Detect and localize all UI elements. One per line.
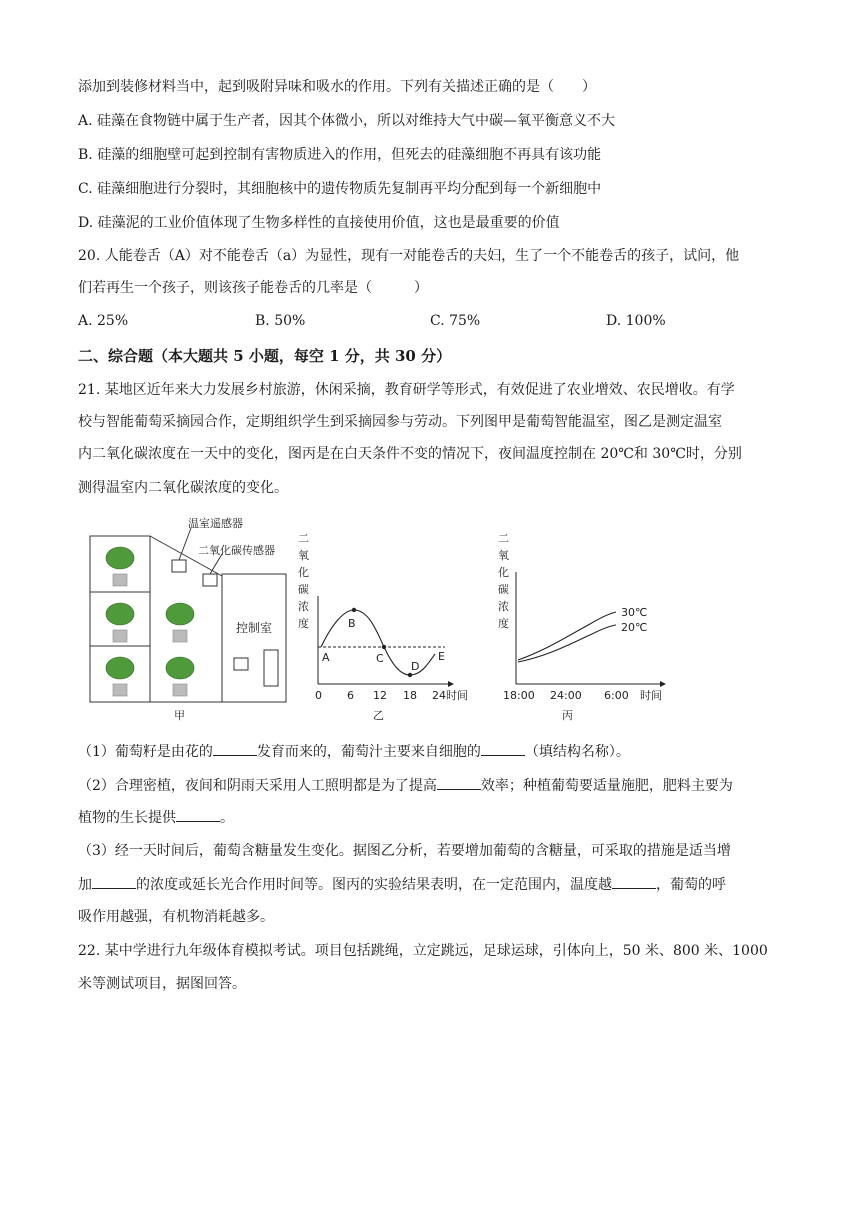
yi-x-ticks bbox=[315, 689, 446, 702]
q19-stem-end: 添加到装修材料当中，起到吸附异味和吸水的作用。下列有关描述正确的是（ ） bbox=[78, 79, 596, 95]
q21-para-3: 内二氧化碳浓度在一天中的变化，图丙是在白天条件不变的情况下，夜间温度控制在 20℃和 30℃时，分别 bbox=[78, 446, 742, 462]
bing-legend-20: 20℃ bbox=[621, 621, 648, 634]
co2-sensor-box bbox=[203, 574, 217, 586]
svg-text:氧: 氧 bbox=[498, 549, 509, 562]
q20-option-b: B. 50% bbox=[255, 313, 306, 329]
q21-sub-1: （1）葡萄籽是由花的 发育而来的，葡萄汁主要来自细胞的 （填结构名称）。 bbox=[78, 741, 630, 762]
answer-blank[interactable] bbox=[481, 741, 525, 756]
plant-icon bbox=[106, 603, 134, 642]
q21-sub-3-cont: 加 的浓度或延长光合作用时间等。图丙的实验结果表明，在一定范围内，温度越 ，葡萄的呼 bbox=[78, 874, 726, 895]
q21-sub-3: （3）经一天时间后，葡萄含糖量发生变化。据图乙分析，若要增加葡萄的含糖量，可采取的措施是适当增 bbox=[78, 843, 731, 859]
q19-option-b: B. 硅藻的细胞壁可起到控制有害物质进入的作用，但死去的硅藻细胞不再具有该功能 bbox=[78, 147, 602, 163]
answer-blank[interactable] bbox=[92, 874, 136, 889]
plant-icon bbox=[166, 603, 194, 642]
svg-text:化: 化 bbox=[298, 566, 309, 579]
svg-text:氧: 氧 bbox=[298, 549, 309, 562]
yi-point-c bbox=[382, 645, 386, 649]
svg-text:浓: 浓 bbox=[298, 600, 309, 613]
bing-ylabel bbox=[498, 532, 509, 630]
section-2-title: 二、综合题（本大题共 5 小题，每空 1 分，共 30 分） bbox=[78, 347, 452, 365]
q20-options bbox=[78, 313, 778, 333]
svg-text:0: 0 bbox=[315, 689, 322, 702]
q21-para-1: 21. 某地区近年来大力发展乡村旅游，休闲采摘，教育研学等形式，有效促进了农业增效、农民增收。有学 bbox=[78, 382, 735, 398]
svg-text:18: 18 bbox=[403, 689, 417, 702]
bing-x-ticks bbox=[503, 689, 629, 702]
q19-option-d: D. 硅藻泥的工业价值体现了生物多样性的直接使用价值，这也是最重要的价值 bbox=[78, 215, 560, 231]
caption-jia: 甲 bbox=[174, 709, 185, 722]
svg-text:碳: 碳 bbox=[298, 583, 309, 596]
yi-ylabel bbox=[298, 532, 309, 630]
yi-point-d bbox=[408, 673, 412, 677]
q20-option-a: A. 25% bbox=[78, 313, 129, 329]
yi-label-b: B bbox=[348, 617, 356, 630]
answer-blank[interactable] bbox=[612, 874, 656, 889]
q20-option-d: D. 100% bbox=[606, 313, 666, 329]
caption-bing: 丙 bbox=[562, 709, 573, 722]
control-door bbox=[264, 650, 278, 686]
yi-label-a: A bbox=[322, 651, 330, 664]
q21-sub-2-cont: 植物的生长提供 。 bbox=[78, 807, 234, 828]
plant-icon bbox=[106, 657, 134, 696]
svg-text:化: 化 bbox=[498, 566, 509, 579]
figure-jia bbox=[90, 516, 286, 722]
answer-blank[interactable] bbox=[437, 775, 481, 790]
figure-bing bbox=[498, 532, 666, 722]
q19-option-a: A. 硅藻在食物链中属于生产者，因其个体微小，所以对维持大气中碳—氧平衡意义不大 bbox=[78, 113, 616, 129]
temp-sensor-label: 温室遥感器 bbox=[188, 517, 243, 530]
bing-legend-30: 30℃ bbox=[621, 606, 648, 619]
svg-text:度: 度 bbox=[298, 617, 309, 630]
yi-label-e: E bbox=[438, 650, 445, 663]
svg-text:24:00: 24:00 bbox=[550, 689, 582, 702]
plant-icon bbox=[166, 657, 194, 696]
yi-point-b bbox=[352, 608, 356, 612]
control-panel bbox=[234, 658, 248, 670]
temp-sensor-box bbox=[172, 560, 186, 572]
q20-option-c: C. 75% bbox=[430, 313, 481, 329]
yi-x-unit: 时间 bbox=[446, 689, 468, 702]
svg-text:二: 二 bbox=[298, 532, 309, 545]
plant-icon bbox=[106, 547, 134, 586]
caption-yi: 乙 bbox=[373, 709, 384, 722]
svg-text:6:00: 6:00 bbox=[604, 689, 629, 702]
q20-stem-cont: 们若再生一个孩子，则该孩子能卷舌的几率是（ ） bbox=[78, 280, 428, 296]
q22-stem: 22. 某中学进行九年级体育模拟考试。项目包括跳绳，立定跳远，足球运球，引体向上，50 米、800 米、1000 bbox=[78, 943, 768, 959]
svg-text:浓: 浓 bbox=[498, 600, 509, 613]
answer-blank[interactable] bbox=[213, 741, 257, 756]
control-room-label: 控制室 bbox=[236, 621, 273, 635]
answer-blank[interactable] bbox=[176, 807, 220, 822]
svg-text:二: 二 bbox=[498, 532, 509, 545]
yi-label-d: D bbox=[411, 660, 420, 673]
svg-text:18:00: 18:00 bbox=[503, 689, 535, 702]
q21-sub-2: （2）合理密植，夜间和阴雨天采用人工照明都是为了提高 效率；种植葡萄要适量施肥，肥料主要为 bbox=[78, 775, 733, 796]
q21-para-2: 校与智能葡萄采摘园合作，定期组织学生到采摘园参与劳动。下列图甲是葡萄智能温室，图乙是测定温室 bbox=[78, 414, 722, 430]
q20-stem: 20. 人能卷舌（A）对不能卷舌（a）为显性，现有一对能卷舌的夫妇，生了一个不能卷舌的孩子，试问，他 bbox=[78, 248, 740, 264]
svg-text:6: 6 bbox=[347, 689, 354, 702]
q22-stem-cont: 米等测试项目，据图回答。 bbox=[78, 976, 246, 992]
svg-text:12: 12 bbox=[373, 689, 387, 702]
svg-text:度: 度 bbox=[498, 617, 509, 630]
bing-line-20 bbox=[518, 625, 616, 662]
co2-sensor-label: 二氧化碳传感器 bbox=[198, 544, 275, 557]
yi-label-c: C bbox=[376, 652, 384, 665]
bing-x-unit: 时间 bbox=[640, 689, 662, 702]
figure-yi bbox=[298, 532, 468, 722]
q19-option-c: C. 硅藻细胞进行分裂时，其细胞核中的遗传物质先复制再平均分配到每一个新细胞中 bbox=[78, 181, 602, 197]
bing-line-30 bbox=[518, 612, 616, 660]
q21-para-4: 测得温室内二氧化碳浓度的变化。 bbox=[78, 480, 288, 496]
q21-sub-3-end: 吸作用越强，有机物消耗越多。 bbox=[78, 909, 274, 925]
q21-figure bbox=[88, 512, 688, 727]
svg-text:碳: 碳 bbox=[498, 583, 509, 596]
svg-text:24: 24 bbox=[432, 689, 446, 702]
